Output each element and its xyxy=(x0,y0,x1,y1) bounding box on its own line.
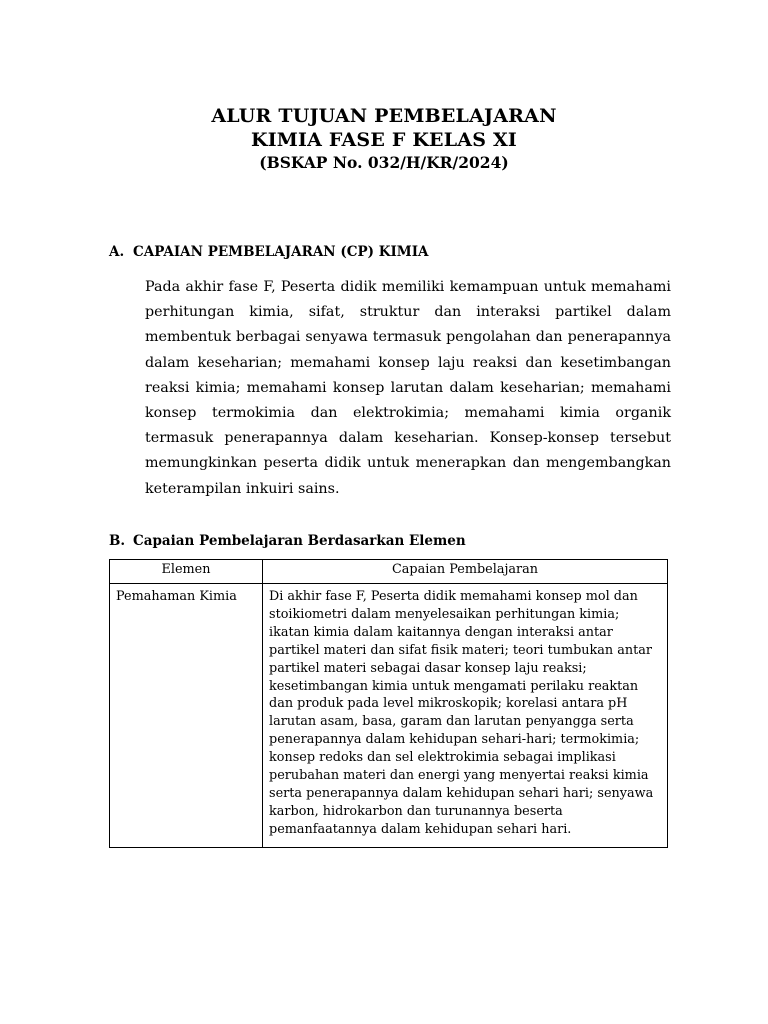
section-b-title: Capaian Pembelajaran Berdasarkan Elemen xyxy=(133,533,466,549)
section-a-marker: A. xyxy=(109,244,125,260)
cell-capaian: Di akhir fase F, Peserta didik memahami konsep mol dan stoikiometri dalam menyelesaikan perhitungan kimia; ikatan kimia dalam kaitannya dengan interaksi antar partikel materi dan sifat fisik materi; teori tumbukan antar partikel materi sebagai dasar konsep laju reaksi; kesetimbangan kimia untuk mengamati perilaku reaktan dan produk pada level mikroskopik; korelasi antara pH larutan asam, basa, garam dan larutan penyangga serta penerapannya dalam kehidupan sehari-hari; termokimia; konsep redoks dan sel elektrokimia sebagai implikasi perubahan materi dan energi yang menyertai reaksi kimia serta penerapannya dalam kehidupan sehari hari; senyawa karbon, hidrokarbon dan turunannya beserta pemanfaatannya dalam kehidupan sehari hari. xyxy=(263,584,668,848)
cell-elemen: Pemahaman Kimia xyxy=(110,584,263,848)
section-a-title: CAPAIAN PEMBELAJARAN (CP) KIMIA xyxy=(133,244,429,260)
title-line-2: KIMIA FASE F KELAS XI xyxy=(251,129,517,151)
header-capaian: Capaian Pembelajaran xyxy=(263,560,668,584)
elemen-table xyxy=(109,559,668,848)
cp-paragraph: Pada akhir fase F, Peserta didik memiliki kemampuan untuk memahami perhitungan kimia, sifat, struktur dan interaksi partikel dalam membentuk berbagai senyawa termasuk pengolahan dan penerapannya dalam keseharian; memahami konsep laju reaksi dan kesetimbangan reaksi kimia; memahami konsep larutan dalam keseharian; memahami konsep termokimia dan elektrokimia; memahami kimia organik termasuk penerapannya dalam keseharian. Konsep-konsep tersebut memungkinkan peserta didik untuk menerapkan dan mengembangkan keterampilan inkuiri sains. xyxy=(145,279,671,497)
table-header-row xyxy=(110,560,668,584)
document-title xyxy=(0,104,768,174)
title-line-1: ALUR TUJUAN PEMBELAJARAN xyxy=(211,105,557,127)
title-regulation-number: (BSKAP No. 032/H/KR/2024) xyxy=(259,153,509,172)
header-elemen: Elemen xyxy=(110,560,263,584)
section-b-marker: B. xyxy=(109,533,126,549)
section-b-heading xyxy=(109,533,466,549)
table-row xyxy=(110,584,668,848)
section-a-heading xyxy=(109,244,429,260)
